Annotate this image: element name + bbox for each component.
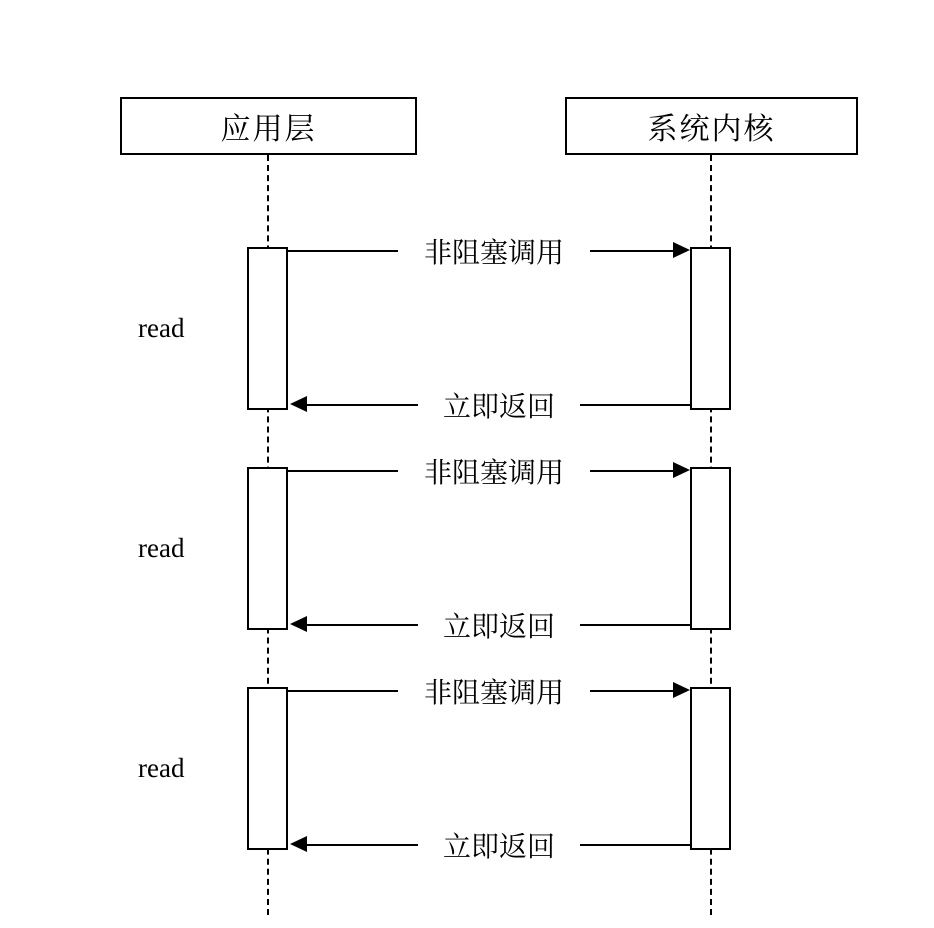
activation-kernel-3[interactable] [690, 687, 731, 850]
message-label-2: 立即返回 [418, 385, 580, 425]
arrow-right-icon-3 [673, 462, 690, 478]
participant-kernel-label: 系统内核 [647, 113, 776, 146]
arrow-left-icon-2 [290, 396, 307, 412]
arrow-left-icon-6 [290, 836, 307, 852]
activation-kernel-1[interactable] [690, 247, 731, 410]
arrow-right-icon-1 [673, 242, 690, 258]
activation-kernel-2[interactable] [690, 467, 731, 630]
participant-app[interactable] [120, 97, 417, 155]
activation-app-2[interactable] [247, 467, 288, 630]
message-label-1: 非阻塞调用 [398, 231, 590, 271]
arrow-right-icon-5 [673, 682, 690, 698]
message-label-6: 立即返回 [418, 825, 580, 865]
message-label-3: 非阻塞调用 [398, 451, 590, 491]
side-label-read-1: read [138, 313, 185, 343]
side-label-read-3: read [138, 753, 185, 783]
arrow-left-icon-4 [290, 616, 307, 632]
activation-app-1[interactable] [247, 247, 288, 410]
message-label-4: 立即返回 [418, 605, 580, 645]
message-label-5: 非阻塞调用 [398, 671, 590, 711]
participant-app-label: 应用层 [220, 113, 317, 146]
participant-kernel[interactable] [565, 97, 858, 155]
activation-app-3[interactable] [247, 687, 288, 850]
side-label-read-2: read [138, 533, 185, 563]
